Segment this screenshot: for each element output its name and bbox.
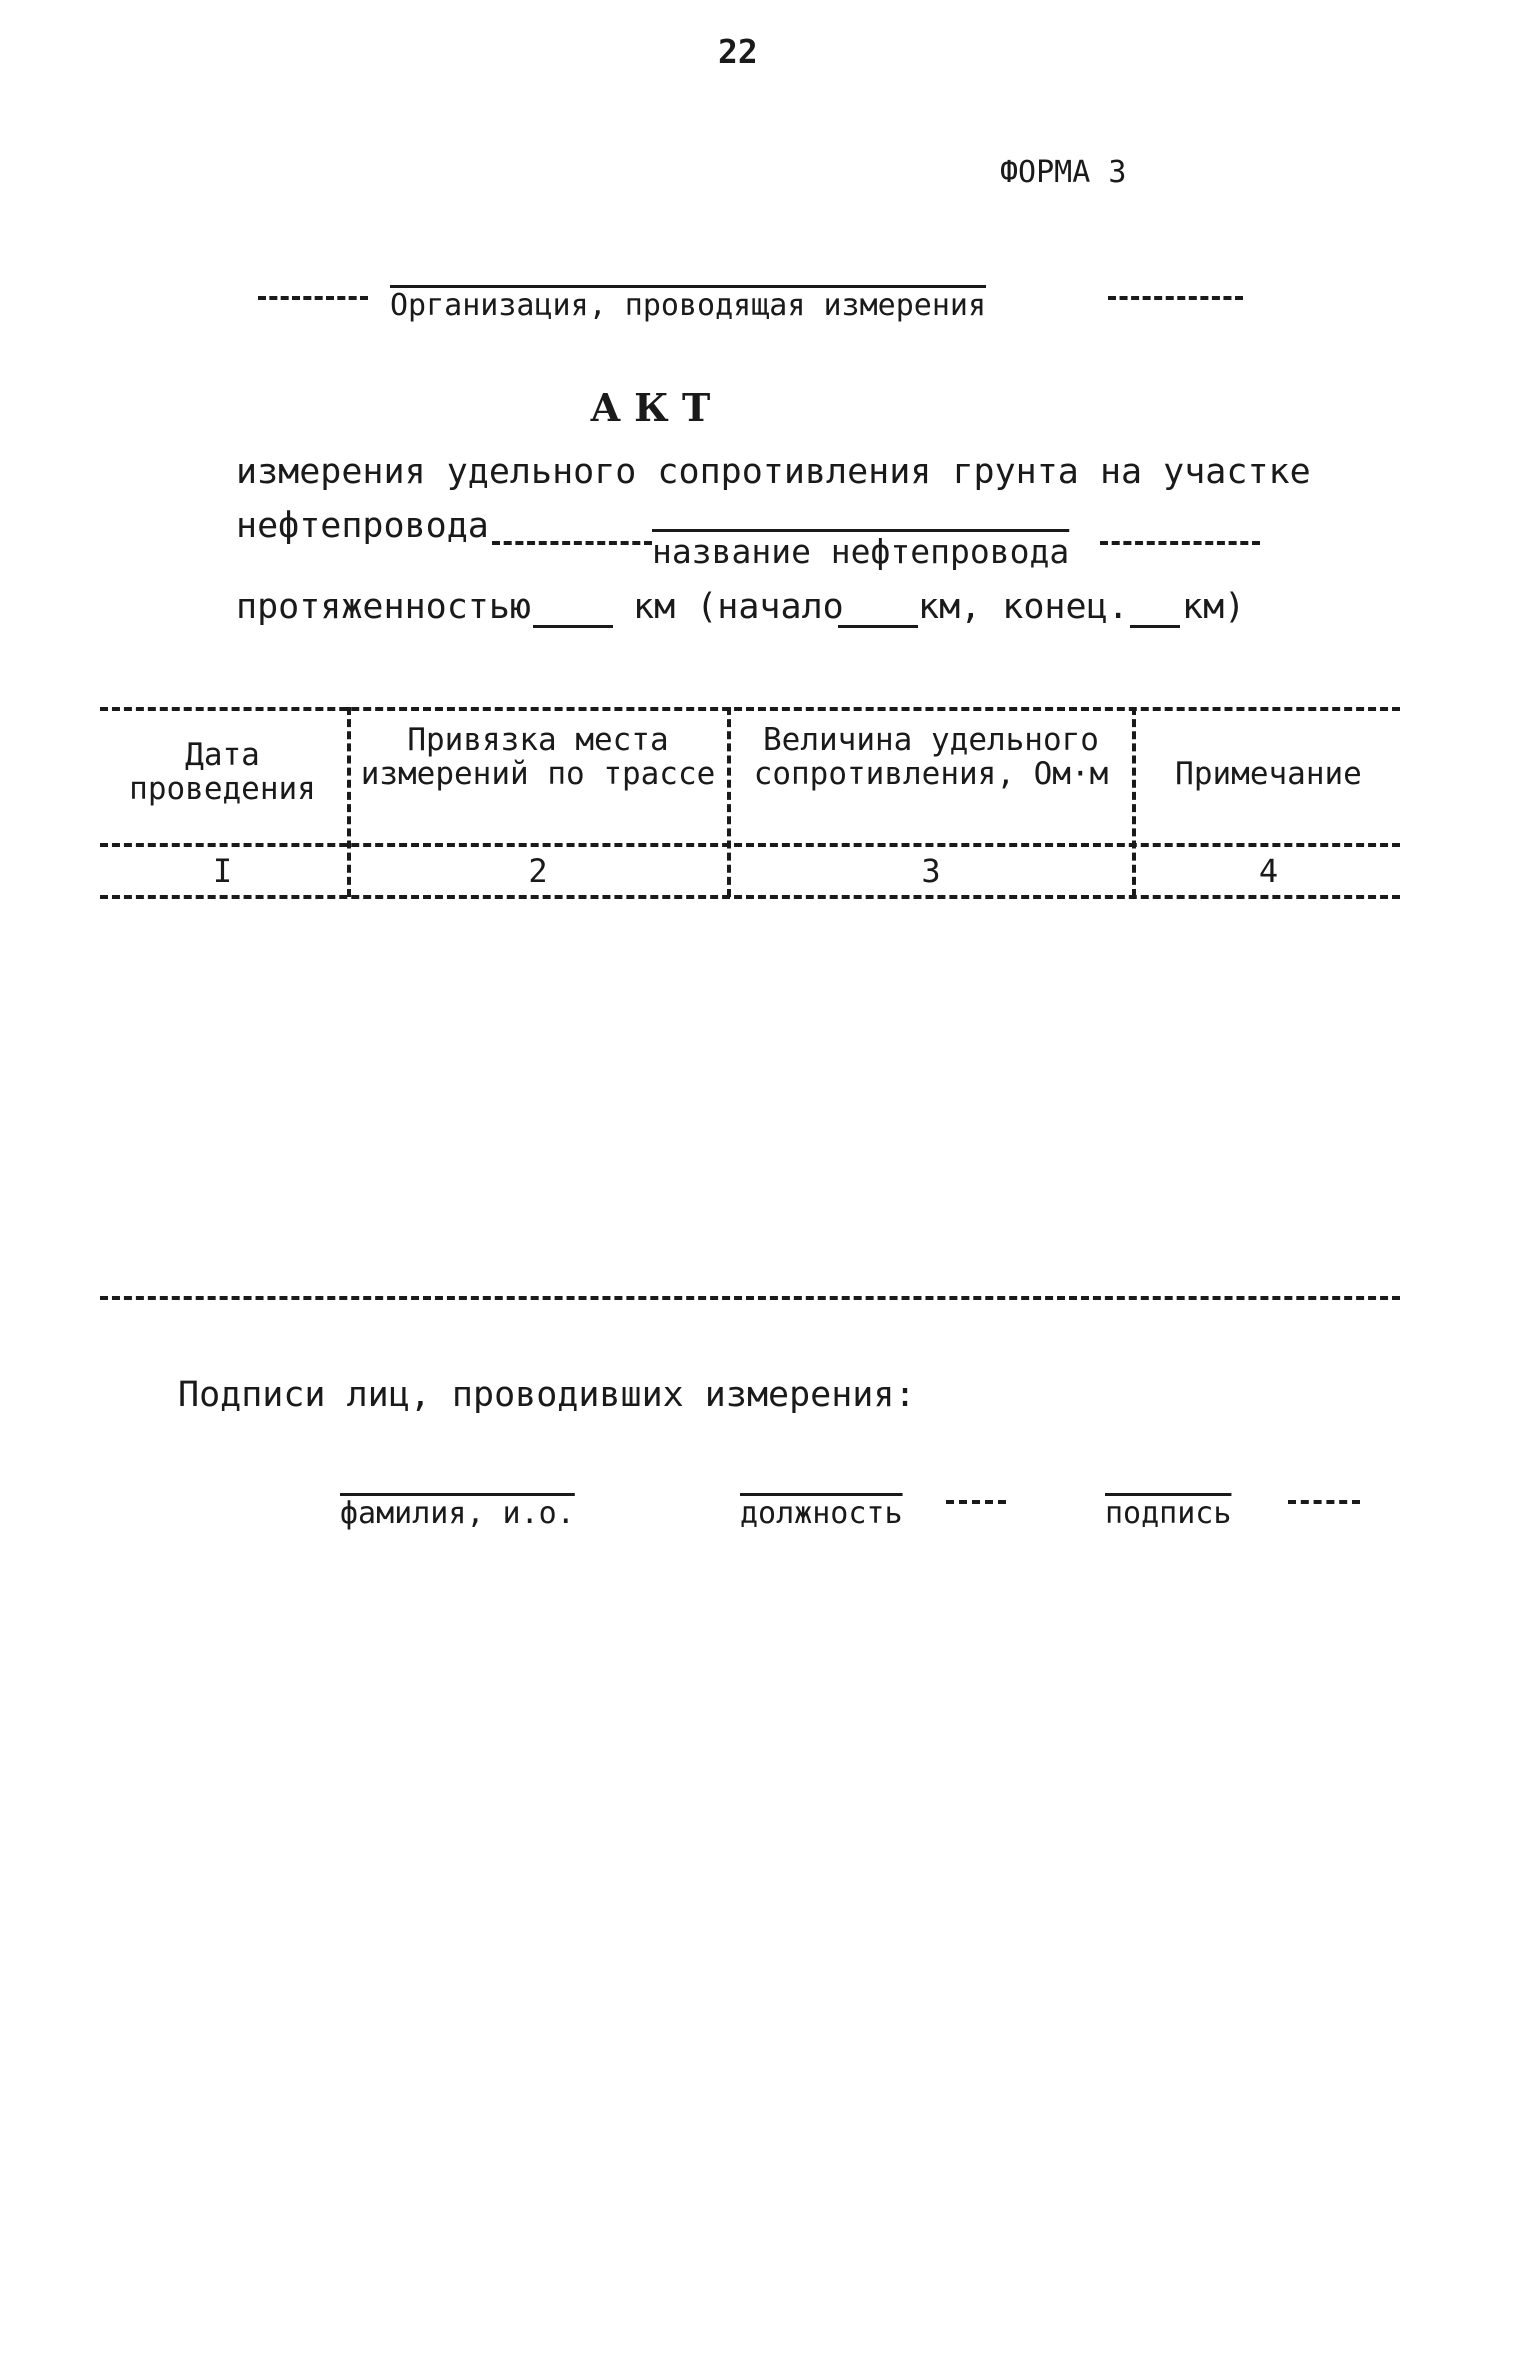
length-start-label: км (начало — [633, 587, 844, 627]
header-date: Дата проведения — [129, 737, 316, 807]
table-col-divider-2 — [727, 707, 731, 897]
pipeline-caption: название нефтепровода — [652, 532, 1070, 571]
organization-line-right — [1108, 296, 1243, 300]
organization-caption: Организация, проводящая измерения — [390, 288, 987, 323]
act-title: А К Т — [590, 385, 711, 430]
end-blank — [1130, 625, 1180, 628]
pipeline-label: нефтепровода — [236, 506, 489, 546]
start-blank — [838, 625, 918, 628]
signature-sign-field: подпись — [1105, 1496, 1232, 1531]
table-header-rule — [100, 843, 1400, 847]
signature-position-field: должность — [740, 1496, 903, 1531]
signatures-heading: Подписи лиц, проводивших измерения: — [178, 1375, 916, 1415]
table-col-divider-1 — [347, 707, 351, 897]
table-top-rule — [100, 707, 1400, 711]
organization-line-left — [258, 296, 368, 300]
section-separator — [100, 1296, 1400, 1300]
signature-position-line — [946, 1500, 1006, 1504]
act-subject-line: измерения удельного сопротивления грунта на участке — [236, 452, 1311, 492]
signature-sign-line — [1288, 1500, 1360, 1504]
col-number-2: 2 — [528, 852, 548, 890]
col-number-4: 4 — [1258, 852, 1279, 890]
table-bottom-rule — [100, 895, 1400, 899]
header-resistivity: Величина удельного сопротивления, Ом·м — [753, 722, 1109, 792]
signature-name-field: фамилия, и.о. — [340, 1496, 575, 1531]
header-location: Привязка места измерений по трассе — [360, 722, 716, 792]
page-number: 22 — [718, 32, 758, 71]
table-col-divider-3 — [1132, 707, 1136, 897]
form-label: ФОРМА 3 — [1000, 155, 1127, 190]
pipeline-line-right — [1100, 541, 1260, 545]
length-label: протяженностью — [236, 587, 532, 627]
length-end-label: км, конец. — [918, 587, 1129, 627]
col-number-3: 3 — [921, 852, 941, 890]
pipeline-line-left — [492, 541, 652, 545]
length-close-label: км) — [1182, 587, 1246, 627]
col-number-1: I — [212, 852, 233, 890]
header-note: Примечание — [1175, 756, 1362, 792]
length-blank — [533, 625, 613, 628]
